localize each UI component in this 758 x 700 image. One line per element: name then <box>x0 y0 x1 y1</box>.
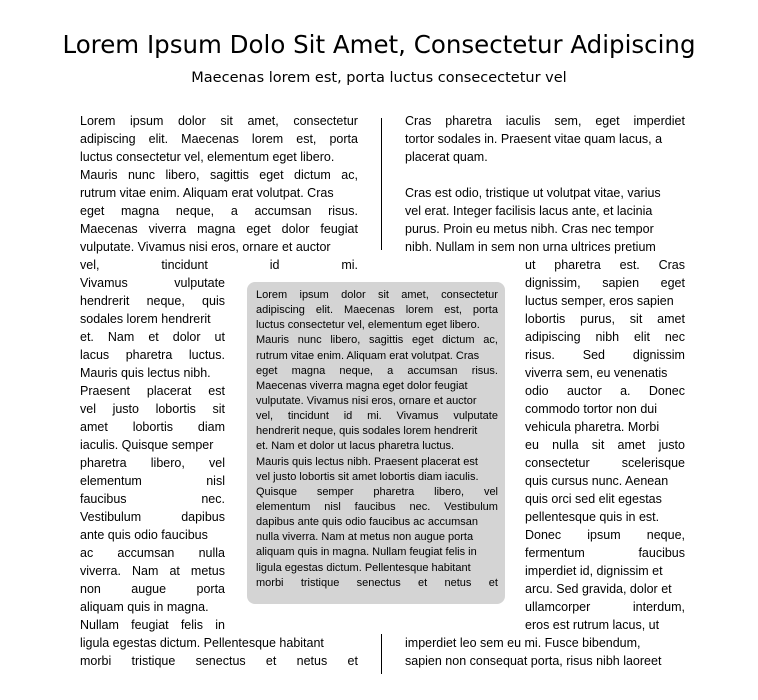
text-word: Vivamus <box>396 410 439 423</box>
text-line <box>525 382 685 400</box>
text-line: aliquam quis in magna. Nullam feugiat felis in <box>256 546 477 559</box>
text-word: ac <box>80 546 94 560</box>
text-line <box>80 454 225 472</box>
text-word: ac, <box>341 168 358 182</box>
text-word: magna <box>197 222 236 236</box>
text-word: eget <box>259 168 284 182</box>
text-line: eros est rutrum lacus, ut <box>525 618 660 632</box>
text-line: imperdiet id, dignissim et <box>525 564 663 578</box>
text-word: pharetra <box>80 456 127 470</box>
text-line: hendrerit neque, quis sodales lorem hendrerit <box>256 425 478 438</box>
text-line <box>80 472 225 490</box>
document-title: Lorem Ipsum Dolo Sit Amet, Consectetur Adipiscing <box>62 30 696 59</box>
text-line: commodo tortor non dui <box>525 402 658 416</box>
text-word: dignissim <box>632 348 685 362</box>
text-word: consectetur <box>441 289 498 301</box>
text-line: pellentesque quis in est. <box>525 510 660 524</box>
text-word: mi. <box>341 258 358 272</box>
text-word: Maecenas <box>181 132 239 146</box>
text-word: pharetra <box>554 258 601 272</box>
text-word: Nam <box>107 330 135 344</box>
text-word: senectus <box>195 654 246 668</box>
text-word: Quisque <box>256 485 297 498</box>
text-line <box>525 346 685 364</box>
text-line <box>525 310 685 328</box>
text-word: Donec <box>648 384 685 398</box>
text-word: sagittis <box>369 334 404 347</box>
text-line <box>80 562 225 580</box>
text-word: in <box>215 618 225 632</box>
text-word: Cras <box>405 114 432 128</box>
text-word: sagittis <box>209 168 249 182</box>
text-line: nulla viverra. Nam at metus non augue porta <box>256 531 474 544</box>
text-word: vel <box>209 456 225 470</box>
text-line <box>80 580 225 598</box>
text-word: lobortis <box>155 402 196 416</box>
text-word: accumsan <box>117 546 175 560</box>
text-word: ipsum <box>299 289 329 301</box>
text-word: sit <box>591 438 605 452</box>
column-divider-bottom <box>381 634 382 674</box>
text-word: Vestibulum <box>444 500 498 513</box>
text-line: Mauris quis lectus nibh. <box>80 366 211 380</box>
text-word: morbi <box>80 654 112 668</box>
text-word: justo <box>112 402 139 416</box>
text-line <box>256 288 498 303</box>
text-word: dolor <box>172 330 201 344</box>
text-word: felis <box>180 618 204 632</box>
text-word: dictum <box>294 168 331 182</box>
text-word: faucibus <box>638 546 685 560</box>
text-line <box>525 598 685 616</box>
text-word: viverra <box>148 222 187 236</box>
text-line <box>80 616 225 634</box>
text-line <box>256 500 498 515</box>
text-word: accumsan <box>254 204 312 218</box>
text-line <box>525 274 685 292</box>
text-line: sodales lorem hendrerit <box>80 312 211 326</box>
text-word: tristique <box>300 576 340 589</box>
text-line: rutrum vitae enim. Aliquam erat volutpat. Cras <box>80 186 334 200</box>
text-word: et <box>347 654 358 668</box>
text-word: id <box>269 258 280 272</box>
text-word: ut <box>214 330 225 344</box>
text-word: sapien <box>602 276 640 290</box>
text-line <box>256 485 498 500</box>
text-line: vehicula pharetra. Morbi <box>525 420 660 434</box>
text-word: iaculis <box>505 114 541 128</box>
text-word: non <box>80 582 101 596</box>
text-line <box>80 130 358 148</box>
text-word: Nam <box>132 564 159 578</box>
text-word: dapibus <box>181 510 225 524</box>
text-line <box>525 526 685 544</box>
text-word: risus. <box>525 348 555 362</box>
text-word: imperdiet <box>633 114 685 128</box>
text-word: vel <box>483 485 498 498</box>
text-word: Lorem <box>80 114 116 128</box>
text-line <box>80 544 225 562</box>
text-line <box>80 490 225 508</box>
text-line: nibh. Nullam in sem non urna ultrices pretium <box>405 240 656 254</box>
text-word: morbi <box>256 576 284 589</box>
text-word: dolor <box>281 222 310 236</box>
text-word: eget <box>256 364 278 377</box>
text-word: odio <box>525 384 549 398</box>
text-word: tincidunt <box>287 410 329 423</box>
text-word: neque, <box>339 364 373 377</box>
text-word: nisl <box>206 474 225 488</box>
text-word: augue <box>131 582 167 596</box>
text-line: Cras est odio, tristique ut volutpat vitae, varius <box>405 186 661 200</box>
document-subtitle: Maecenas lorem est, porta luctus consecectetur vel <box>191 70 567 86</box>
text-word: sit <box>212 402 225 416</box>
text-word: ipsum <box>587 528 621 542</box>
text-line <box>80 112 358 130</box>
text-line <box>256 409 498 424</box>
paragraph-spacer <box>405 166 685 184</box>
text-word: id <box>343 410 353 423</box>
text-word: tristique <box>131 654 176 668</box>
text-word: vel, <box>80 258 100 272</box>
text-word: est <box>208 384 225 398</box>
text-word: metus <box>190 564 225 578</box>
text-line: aliquam quis in magna. <box>80 600 209 614</box>
text-word: porta <box>329 132 358 146</box>
text-word: pharetra <box>373 485 415 498</box>
text-word: Vestibulum <box>80 510 142 524</box>
text-line: iaculis. Quisque semper <box>80 438 214 452</box>
text-word: est, <box>296 132 317 146</box>
text-word: eget <box>411 334 434 347</box>
text-word: adipiscing <box>256 304 305 317</box>
text-word: a <box>387 364 394 377</box>
text-word: sit <box>377 289 389 301</box>
text-word: fermentum <box>525 546 585 560</box>
text-word: nec <box>664 330 685 344</box>
text-word: feugiat <box>320 222 358 236</box>
text-word: dictum <box>442 334 475 347</box>
text-word: amet <box>657 312 685 326</box>
text-word: purus, <box>580 312 615 326</box>
text-line <box>525 328 685 346</box>
text-line: rutrum vitae enim. Aliquam erat volutpat. Cras <box>256 349 480 362</box>
text-word: sit <box>220 114 233 128</box>
text-line <box>525 256 685 274</box>
text-line: luctus consectetur vel, elementum eget libero. <box>80 150 335 164</box>
text-line: luctus consectetur vel, elementum eget libero. <box>256 319 480 332</box>
text-word: neque, <box>175 204 215 218</box>
text-word: Cras <box>658 258 685 272</box>
text-word: magna <box>291 364 326 377</box>
text-word: libero, <box>165 168 200 182</box>
text-line <box>525 544 685 562</box>
text-line <box>80 256 358 274</box>
text-word: amet <box>617 438 646 452</box>
text-word: faucibus <box>354 500 396 513</box>
text-word: et. <box>80 330 94 344</box>
text-word: nulla <box>198 546 225 560</box>
text-word: ut <box>525 258 536 272</box>
text-word: accumsan <box>407 364 458 377</box>
text-word: vulputate <box>174 276 225 290</box>
text-line: ligula egestas dictum. Pellentesque habitant <box>80 636 324 650</box>
text-word: Mauris <box>80 168 118 182</box>
text-word: libero, <box>434 485 465 498</box>
text-word: mi. <box>367 410 382 423</box>
text-line: purus. Proin eu metus nibh. Cras nec tempor <box>405 222 654 236</box>
text-word: ac, <box>483 334 498 347</box>
text-word: pharetra <box>445 114 492 128</box>
text-line <box>256 303 498 318</box>
text-word: nisl <box>324 500 341 513</box>
text-word: nec. <box>201 492 225 506</box>
text-word: sem, <box>554 114 582 128</box>
text-line <box>80 274 225 292</box>
text-word: et <box>265 654 277 668</box>
text-word: elementum <box>256 500 311 513</box>
text-word: nulla <box>552 438 579 452</box>
text-word: et <box>488 576 498 589</box>
text-word: Maecenas <box>343 304 395 317</box>
text-line: dapibus ante quis odio faucibus ac accumsan <box>256 516 478 529</box>
text-line: viverra sem, eu venenatis <box>525 366 668 380</box>
text-word: est, <box>444 304 462 317</box>
text-line <box>80 328 225 346</box>
text-word: Maecenas <box>80 222 138 236</box>
text-word: eu <box>525 438 539 452</box>
text-line: sapien non consequat porta, risus nibh laoreet <box>405 654 662 668</box>
text-word: at <box>169 564 180 578</box>
text-word: diam <box>197 420 225 434</box>
text-word: risus. <box>328 204 358 218</box>
text-line: placerat quam. <box>405 150 488 164</box>
text-line <box>256 333 498 348</box>
text-word: hendrerit <box>80 294 130 308</box>
text-word: lorem <box>251 132 284 146</box>
text-line: Mauris quis lectus nibh. Praesent placerat est <box>256 455 478 468</box>
text-word: quis <box>202 294 225 308</box>
text-line <box>80 346 225 364</box>
text-word: a <box>230 204 238 218</box>
text-word: semper <box>316 485 354 498</box>
text-word: nunc <box>127 168 156 182</box>
text-line: ligula egestas dictum. Pellentesque habitant <box>256 561 471 574</box>
text-line: Maecenas viverra magna eget dolor feugiat <box>256 379 468 392</box>
text-word: Lorem <box>256 289 288 301</box>
text-line <box>80 220 358 238</box>
text-word: amet, <box>247 114 279 128</box>
text-word: a. <box>620 384 631 398</box>
text-line: et. Nam et dolor ut lacus pharetra luctus. <box>256 440 455 453</box>
text-line: vel justo lobortis sit amet lobortis diam iaculis. <box>256 470 479 483</box>
text-word: neque, <box>646 528 685 542</box>
text-word: Mauris <box>256 334 290 347</box>
text-word: consectetur <box>293 114 358 128</box>
column-divider-top <box>381 118 382 250</box>
text-line: quis cursus nunc. Aenean <box>525 474 669 488</box>
text-line: quis orci sed elit egestas <box>525 492 662 506</box>
text-line <box>80 292 225 310</box>
text-word: eget <box>246 222 271 236</box>
text-word: amet, <box>401 289 429 301</box>
text-line: imperdiet leo sem eu mi. Fusce bibendum, <box>405 636 641 650</box>
text-word: lobortis <box>132 420 173 434</box>
text-word: elit. <box>148 132 169 146</box>
text-line: vel erat. Integer facilisis lacus ante, et lacinia <box>405 204 653 218</box>
text-word: sit <box>629 312 643 326</box>
text-line: ante quis odio faucibus <box>80 528 208 542</box>
text-line <box>80 202 358 220</box>
text-line <box>525 454 685 472</box>
text-word: ullamcorper <box>525 600 591 614</box>
text-word: netus <box>296 654 328 668</box>
text-word: eget <box>595 114 620 128</box>
text-word: elementum <box>80 474 142 488</box>
text-word: Praesent <box>80 384 131 398</box>
text-word: interdum, <box>632 600 685 614</box>
text-word: adipiscing <box>525 330 581 344</box>
text-word: lorem <box>405 304 434 317</box>
text-word: magna <box>121 204 160 218</box>
text-line: arcu. Sed gravida, dolor et <box>525 582 672 596</box>
text-line <box>525 436 685 454</box>
text-line: luctus semper, eros sapien <box>525 294 674 308</box>
text-word: est. <box>619 258 640 272</box>
text-line <box>80 166 358 184</box>
text-word: eget <box>660 276 685 290</box>
text-line: tortor sodales in. Praesent vitae quam lacus, a <box>405 132 663 146</box>
callout-box-text <box>256 288 498 591</box>
text-word: nec. <box>409 500 431 513</box>
text-word: dignissim, <box>525 276 581 290</box>
text-word: Nullam <box>80 618 119 632</box>
text-word: luctus. <box>188 348 225 362</box>
text-word: elit <box>633 330 650 344</box>
right-paragraph-1 <box>405 112 685 166</box>
text-line: vulputate. Vivamus nisi eros, ornare et auctor <box>80 240 331 254</box>
text-word: scelerisque <box>621 456 685 470</box>
text-word: vulputate <box>453 410 498 423</box>
text-word: et <box>148 330 159 344</box>
text-word: feugiat <box>131 618 169 632</box>
text-word: netus <box>444 576 472 589</box>
text-word: vel, <box>256 410 274 423</box>
text-word: Sed <box>582 348 605 362</box>
text-word: dolor <box>341 289 366 301</box>
text-word: pharetra <box>125 348 173 362</box>
text-word: ipsum <box>130 114 164 128</box>
text-word: porta <box>196 582 225 596</box>
text-word: vel <box>80 402 96 416</box>
text-word: tincidunt <box>161 258 208 272</box>
text-word: faucibus <box>80 492 127 506</box>
text-line <box>80 418 225 436</box>
text-word: eget <box>80 204 105 218</box>
text-line <box>80 382 225 400</box>
text-word: senectus <box>356 576 401 589</box>
text-word: libero, <box>150 456 185 470</box>
text-line: vulputate. Vivamus nisi eros, ornare et auctor <box>256 394 477 407</box>
text-word: adipiscing <box>80 132 136 146</box>
text-word: auctor <box>566 384 602 398</box>
text-line <box>256 576 498 591</box>
text-line <box>256 364 498 379</box>
text-word: risus. <box>471 364 498 377</box>
text-word: amet <box>80 420 108 434</box>
text-word: consectetur <box>525 456 590 470</box>
text-line <box>405 112 685 130</box>
text-word: nibh <box>595 330 620 344</box>
text-word: lobortis <box>525 312 566 326</box>
text-word: lacus <box>80 348 110 362</box>
text-word: Donec <box>525 528 562 542</box>
text-word: justo <box>658 438 685 452</box>
text-word: neque, <box>146 294 185 308</box>
text-word: Vivamus <box>80 276 128 290</box>
text-line <box>80 508 225 526</box>
text-word: viverra. <box>80 564 121 578</box>
text-line <box>80 652 358 670</box>
text-word: nunc <box>297 334 322 347</box>
text-word: placerat <box>146 384 192 398</box>
text-word: elit. <box>315 304 334 317</box>
text-line <box>80 400 225 418</box>
text-word: dolor <box>177 114 206 128</box>
text-word: et <box>418 576 428 589</box>
text-word: libero, <box>330 334 361 347</box>
text-word: porta <box>472 304 498 317</box>
